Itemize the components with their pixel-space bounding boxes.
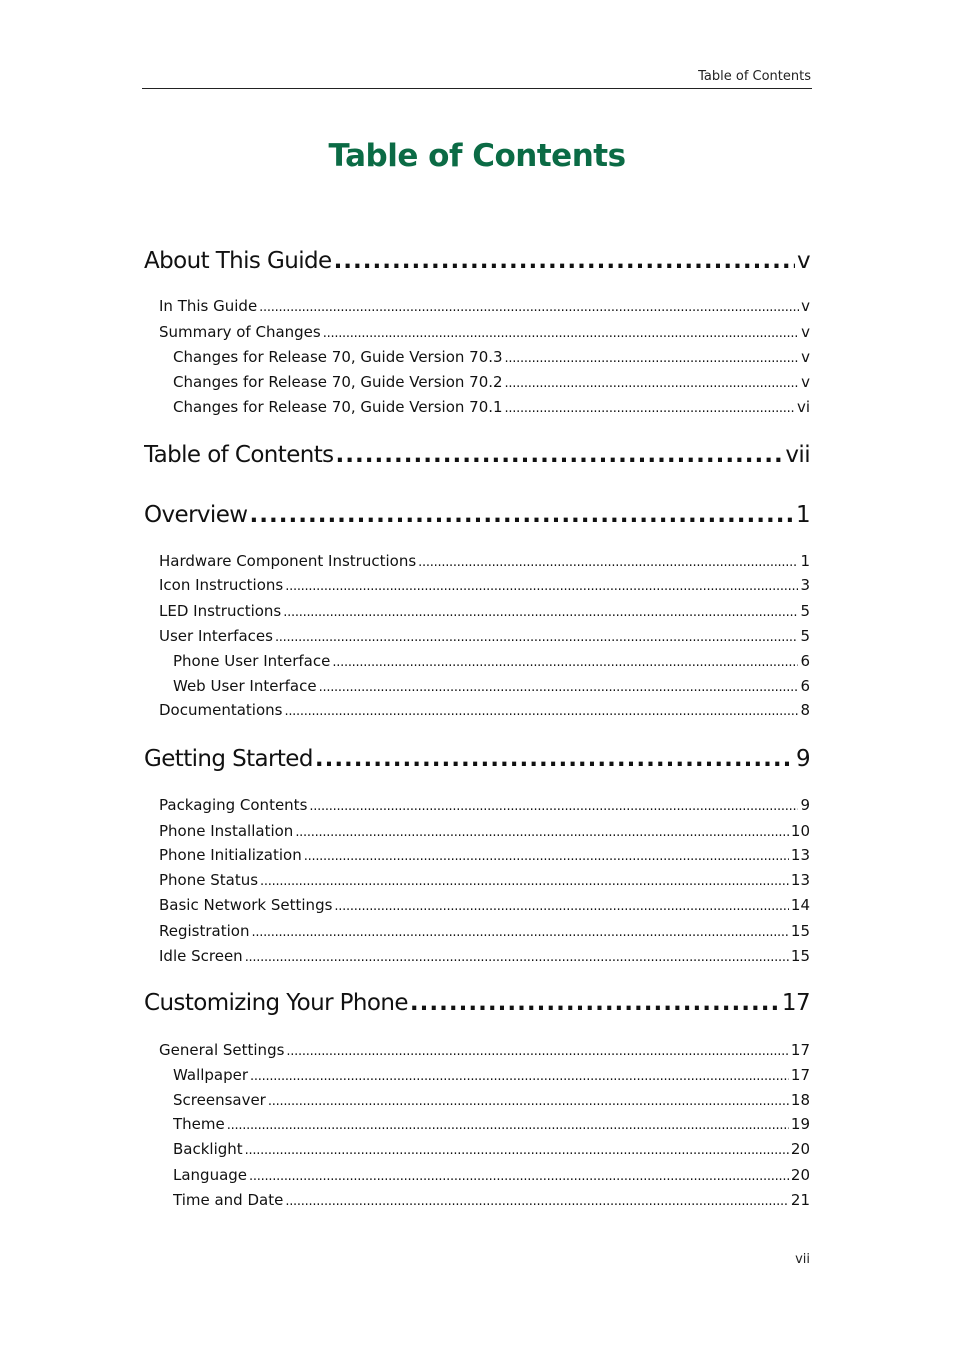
- toc-entry-label: LED Instructions: [159, 602, 282, 620]
- toc-entry-page: v: [801, 297, 810, 315]
- toc-entry-page: v: [801, 348, 810, 366]
- toc-entry-page: 6: [800, 677, 810, 695]
- toc-entry-page: v: [801, 323, 810, 341]
- toc-entry[interactable]: [159, 323, 810, 341]
- dot-leader: [319, 680, 799, 695]
- toc-entry[interactable]: [159, 846, 810, 864]
- toc-entry[interactable]: [173, 1191, 810, 1209]
- toc-entry[interactable]: [159, 576, 810, 594]
- dot-leader: [410, 990, 780, 1016]
- dot-leader: [250, 1069, 789, 1084]
- running-head-text: Table of Contents: [698, 69, 811, 84]
- toc-entry-label: Basic Network Settings: [159, 896, 333, 914]
- toc-entry-label: Customizing Your Phone: [144, 990, 408, 1016]
- toc-entry[interactable]: [159, 871, 810, 889]
- dot-leader: [227, 1118, 789, 1133]
- toc-entry[interactable]: [159, 297, 810, 315]
- dot-leader: [309, 799, 798, 814]
- toc-entry-label: Changes for Release 70, Guide Version 70.3: [173, 348, 503, 366]
- toc-entry-label: Registration: [159, 922, 250, 940]
- toc-entry-label: Screensaver: [173, 1091, 266, 1109]
- toc-entry[interactable]: [159, 796, 810, 814]
- dot-leader: [285, 1194, 789, 1209]
- dot-leader: [304, 849, 789, 864]
- toc-entry-page: v: [801, 373, 810, 391]
- toc-entry-page: 20: [790, 1140, 810, 1158]
- toc-entry-page: 5: [800, 627, 810, 645]
- toc-entry-page: 10: [790, 822, 810, 840]
- dot-leader: [245, 950, 789, 965]
- toc-entry[interactable]: [144, 502, 810, 528]
- dot-leader: [283, 605, 798, 620]
- toc-entry-page: vi: [796, 398, 810, 416]
- toc-entry[interactable]: [173, 373, 810, 391]
- toc-entry[interactable]: [173, 1166, 810, 1184]
- toc-entry-label: Backlight: [173, 1140, 243, 1158]
- toc-entry[interactable]: [173, 1066, 810, 1084]
- toc-entry[interactable]: [159, 896, 810, 914]
- dot-leader: [505, 376, 800, 391]
- toc-entry-page: 17: [790, 1041, 810, 1059]
- toc-entry-page: 6: [800, 652, 810, 670]
- dot-leader: [418, 555, 798, 570]
- toc-entry-label: Packaging Contents: [159, 796, 308, 814]
- dot-leader: [334, 248, 795, 274]
- toc-entry-page: 9: [795, 746, 810, 772]
- page-number: vii: [795, 1252, 810, 1267]
- toc-entry-page: 5: [800, 602, 810, 620]
- dot-leader: [251, 925, 788, 940]
- dot-leader: [505, 401, 795, 416]
- toc-entry-label: Documentations: [159, 701, 283, 719]
- toc-entry-page: 17: [790, 1066, 810, 1084]
- toc-entry-page: 3: [800, 576, 810, 594]
- toc-entry-label: Wallpaper: [173, 1066, 249, 1084]
- toc-entry[interactable]: [173, 1140, 810, 1158]
- dot-leader: [505, 351, 800, 366]
- toc-entry[interactable]: [159, 947, 810, 965]
- dot-leader: [249, 502, 793, 528]
- dot-leader: [284, 704, 798, 719]
- toc-entry-page: 14: [790, 896, 810, 914]
- toc-entry[interactable]: [144, 990, 810, 1016]
- toc-entry-label: Summary of Changes: [159, 323, 321, 341]
- toc-entry-page: 15: [790, 922, 810, 940]
- toc-entry-label: In This Guide: [159, 297, 258, 315]
- toc-entry-page: 21: [790, 1191, 810, 1209]
- toc-entry-label: Idle Screen: [159, 947, 243, 965]
- toc-entry-page: 8: [800, 701, 810, 719]
- toc-entry-page: 1: [795, 502, 810, 528]
- toc-entry[interactable]: [159, 627, 810, 645]
- toc-entry[interactable]: [173, 1091, 810, 1109]
- toc-entry-label: Phone Installation: [159, 822, 294, 840]
- toc-entry[interactable]: [144, 746, 810, 772]
- toc-entry-page: 18: [790, 1091, 810, 1109]
- toc-entry-page: 9: [800, 796, 810, 814]
- toc-entry[interactable]: [173, 1115, 810, 1133]
- toc-entry[interactable]: [159, 552, 810, 570]
- dot-leader: [260, 874, 789, 889]
- toc-entry-label: About This Guide: [144, 248, 332, 274]
- toc-entry[interactable]: [173, 348, 810, 366]
- toc-entry-label: Changes for Release 70, Guide Version 70.2: [173, 373, 503, 391]
- dot-leader: [334, 899, 789, 914]
- toc-entry-label: Icon Instructions: [159, 576, 284, 594]
- toc-entry-label: Table of Contents: [144, 442, 334, 468]
- dot-leader: [268, 1094, 789, 1109]
- toc-entry[interactable]: [144, 248, 810, 274]
- toc-entry[interactable]: [159, 822, 810, 840]
- toc-entry[interactable]: [173, 677, 810, 695]
- toc-entry-label: Time and Date: [173, 1191, 284, 1209]
- toc-entry-label: Overview: [144, 502, 248, 528]
- toc-entry-label: Phone Status: [159, 871, 259, 889]
- page-title: Table of Contents: [328, 138, 626, 174]
- toc-entry[interactable]: [159, 602, 810, 620]
- toc-entry-label: Web User Interface: [173, 677, 317, 695]
- dot-leader: [286, 1044, 789, 1059]
- toc-entry-label: Phone Initialization: [159, 846, 302, 864]
- toc-entry-label: Hardware Component Instructions: [159, 552, 417, 570]
- toc-entry-label: Changes for Release 70, Guide Version 70.1: [173, 398, 503, 416]
- toc-entry[interactable]: [159, 922, 810, 940]
- dot-leader: [323, 326, 799, 341]
- dot-leader: [315, 746, 794, 772]
- toc-entry[interactable]: [159, 1041, 810, 1059]
- dot-leader: [249, 1169, 789, 1184]
- toc-entry-page: 19: [790, 1115, 810, 1133]
- toc-entry-page: 15: [790, 947, 810, 965]
- dot-leader: [295, 825, 789, 840]
- dot-leader: [259, 300, 799, 315]
- toc-entry-page: 13: [790, 871, 810, 889]
- dot-leader: [245, 1143, 789, 1158]
- toc-entry-label: User Interfaces: [159, 627, 273, 645]
- toc-entry-page: 13: [790, 846, 810, 864]
- dot-leader: [332, 655, 798, 670]
- toc-entry-label: General Settings: [159, 1041, 285, 1059]
- toc-entry-page: 1: [800, 552, 810, 570]
- toc-entry-page: v: [796, 248, 810, 274]
- toc-entry-label: Language: [173, 1166, 248, 1184]
- toc-entry-label: Getting Started: [144, 746, 313, 772]
- toc-entry-label: Theme: [173, 1115, 225, 1133]
- toc-entry[interactable]: [159, 701, 810, 719]
- toc-entry-page: vii: [785, 442, 810, 468]
- dot-leader: [285, 579, 798, 594]
- toc-entry-label: Phone User Interface: [173, 652, 331, 670]
- dot-leader: [336, 442, 784, 468]
- toc-entry[interactable]: [173, 398, 810, 416]
- dot-leader: [275, 630, 799, 645]
- toc-entry[interactable]: [144, 442, 810, 468]
- toc-entry[interactable]: [173, 652, 810, 670]
- toc-entry-page: 17: [781, 990, 810, 1016]
- toc-entry-page: 20: [790, 1166, 810, 1184]
